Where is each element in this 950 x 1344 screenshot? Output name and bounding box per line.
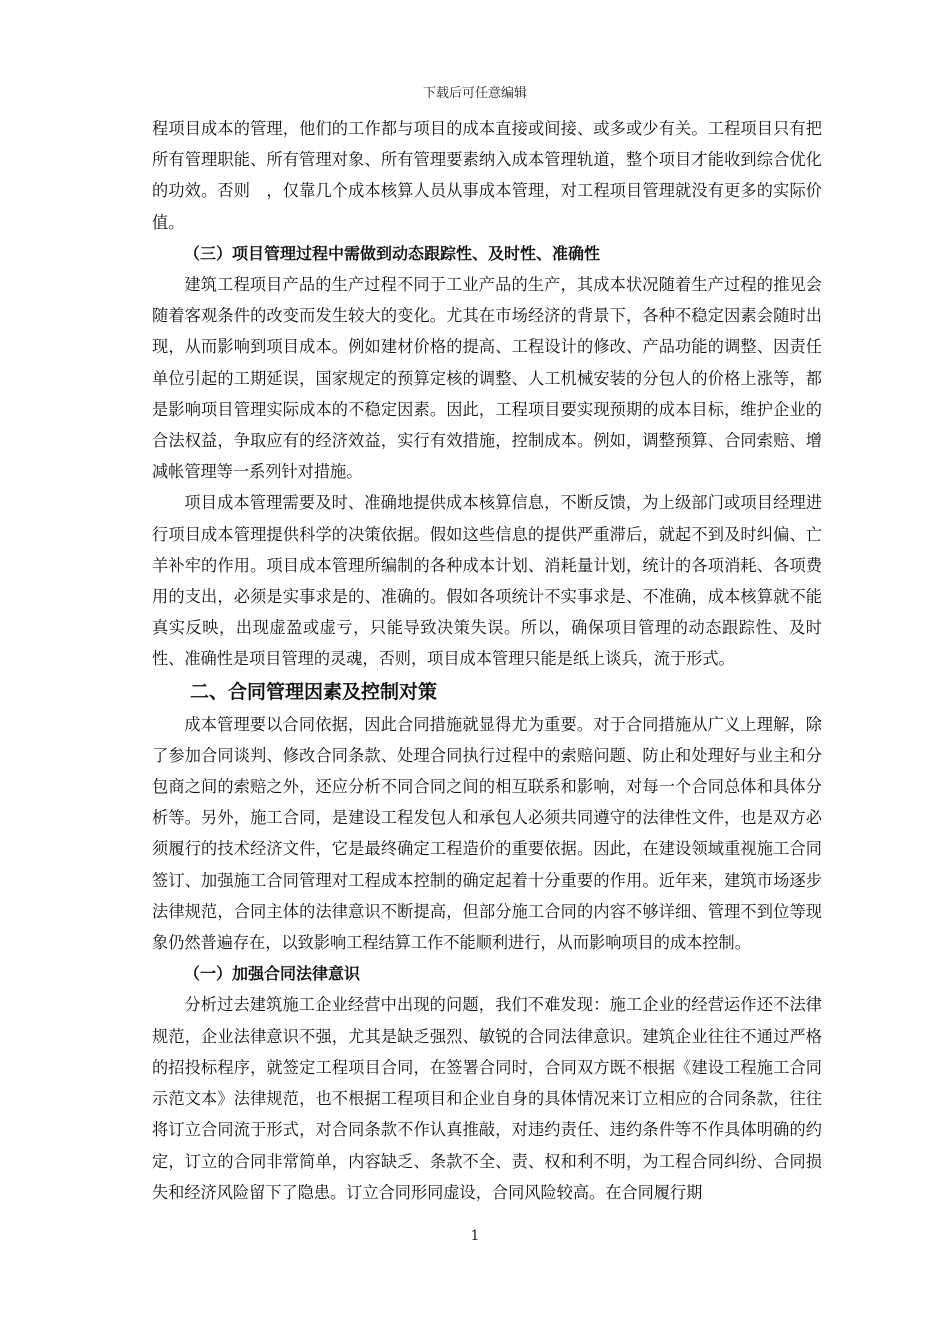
document-body bbox=[152, 113, 822, 1208]
paragraph-production-process: 建筑工程项目产品的生产过程不同于工业产品的生产，其成本状况随着生产过程的推见会随着客观条件的改变而发生较大的变化。尤其在市场经济的背景下，各种不稳定因素会随时出现，从而影响到项目成本。例如建材价格的提高、工程设计的修改、产品功能的调整、因责任单位引起的工期延误，国家规定的预算定核的调整、人工机械安装的分包人的价格上涨等，都是影响项目管理实际成本的不稳定因素。因此，工程项目要实现预期的成本目标，维护企业的合法权益，争取应有的经济效益，实行有效措施，控制成本。例如，调整预算、合同索赔、增减帐管理等一系列针对措施。 bbox=[152, 275, 822, 482]
heading-dynamic-tracking: （三）项目管理过程中需做到动态跟踪性、及时性、准确性 bbox=[184, 243, 601, 263]
page-number: 1 bbox=[470, 1228, 480, 1244]
heading-contract-management: 二、合同管理因素及控制对策 bbox=[190, 680, 438, 703]
paragraph-legal-analysis: 分析过去建筑施工企业经营中出现的问题，我们不难发现：施工企业的经营运作还不法律规范，企业法律意识不强，尤其是缺乏强烈、敏锐的合同法律意识。建筑企业往往不通过严格的招投标程序，就签定工程项目合同，在签署合同时，合同双方既不根据《建设工程施工合同示范文本》法律规范，也不根据工程项目和企业自身的具体情况来订立相应的合同条款，往往将订立合同流于形式，对合同条款不作认真推敲，对违约责任、违约条件等不作具体明确的约定，订立的合同非常简单，内容缺乏、条款不全、责、权和利不明，为工程合同纠纷、合同损失和经济风险留下了隐患。订立合同形同虚设，合同风险较高。在合同履行期 bbox=[152, 995, 822, 1202]
paragraph-cost-management-intro: 程项目成本的管理，他们的工作都与项目的成本直接或间接、或多或少有关。工程项目只有把所有管理职能、所有管理对象、所有管理要素纳入成本管理轨道，整个项目才能收到综合优化的功效。否则 ，仅靠几个成本核算人员从事成本管理，对工程项目管理就没有更多的实际价值。 bbox=[152, 119, 822, 232]
paragraph-contract-measures: 成本管理要以合同依据，因此合同措施就显得尤为重要。对于合同措施从广义上理解，除了参加合同谈判、修改合同条款、处理合同执行过程中的索赔问题、防止和处理好与业主和分包商之间的索赔之外，还应分析不同合同之间的相互联系和影响，对每一个合同总体和具体分析等。另外，施工合同，是建设工程发包人和承包人必须共同遵守的法律性文件，也是双方必须履行的技术经济文件，它是最终确定工程造价的重要依据。因此，在建设领域重视施工合同签订、加强施工合同管理对工程成本控制的确定起着十分重要的作用。近年来，建筑市场逐步法律规范，合同主体的法律意识不断提高，但部分施工合同的内容不够详细、管理不到位等现象仍然普遍存在，以致影响工程结算工作不能顺利进行，从而影响项目的成本控制。 bbox=[152, 714, 822, 953]
paragraph-cost-accounting-info: 项目成本管理需要及时、准确地提供成本核算信息，不断反馈，为上级部门或项目经理进行项目成本管理提供科学的决策依据。假如这些信息的提供严重滞后，就起不到及时纠偏、亡羊补牢的作用。项目成本管理所编制的各种成本计划、消耗量计划，统计的各项消耗、各项费用的支出，必须是实事求是的、准确的。假如各项统计不实事求是、不准确，成本核算就不能真实反映，出现虚盈或虚亏，只能导致决策失误。所以，确保项目管理的动态跟踪性、及时性、准确性是项目管理的灵魂，否则，项目成本管理只能是纸上谈兵，流于形式。 bbox=[152, 493, 822, 669]
heading-legal-awareness: （一）加强合同法律意识 bbox=[184, 964, 361, 984]
page-header: 下载后可任意编辑 bbox=[422, 86, 527, 101]
